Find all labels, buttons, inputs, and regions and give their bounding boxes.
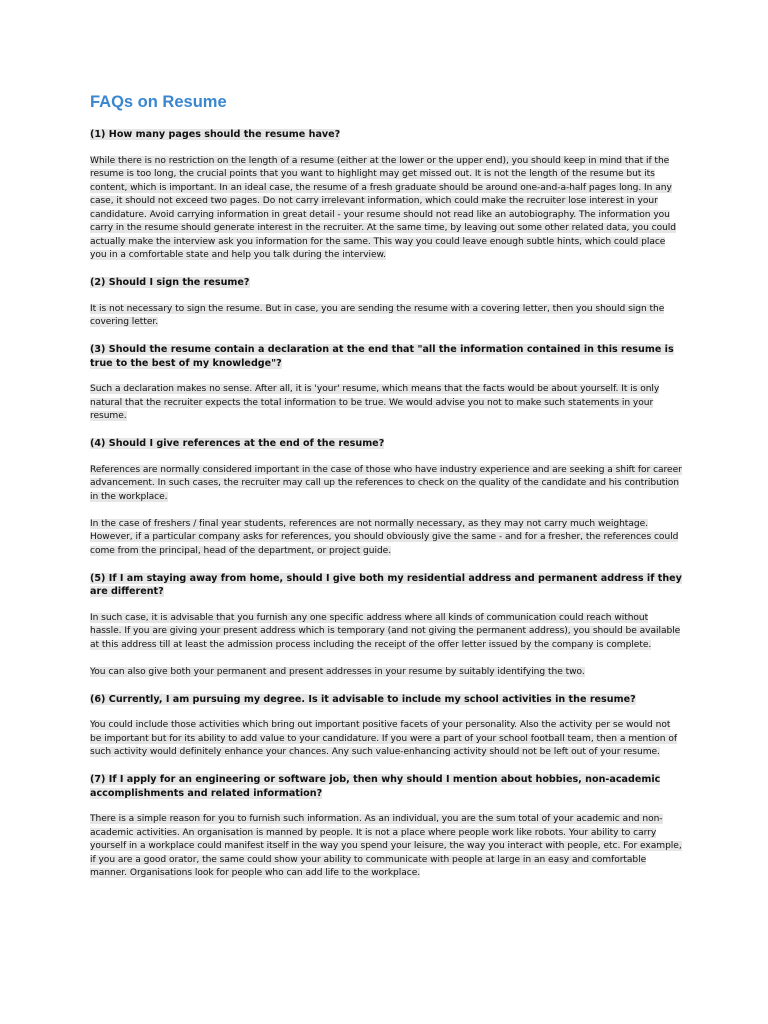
answer-text: References are normally considered important in the case of those who have industry experience and are seeking a shift for career advancement. In such cases, the recruiter may call up the references to check on the quality of the candidate and his contribution in the workplace.: [90, 464, 682, 502]
answer-text: In the case of freshers / final year students, references are not normally necessary, as they may not carry much weightage. However, if a particular company asks for references, you should obviously give the same - and for a fresher, the references could come from the principal, head of the department, or project guide.: [90, 518, 679, 556]
question-text: (6) Currently, I am pursuing my degree. Is it advisable to include my school activities in the resume?: [90, 693, 636, 705]
faq-answer-5b: [90, 666, 682, 680]
question-text: (1) How many pages should the resume have?: [90, 129, 341, 140]
faq-question-1: [90, 128, 682, 142]
answer-text: It is not necessary to sign the resume. But in case, you are sending the resume with a covering letter, then you should sign the covering letter.: [90, 303, 665, 327]
page-title: FAQs on Resume: [90, 93, 227, 111]
question-text: (7) If I apply for an engineering or software job, then why should I mention about hobbies, non-academic accomplishments and related information?: [90, 774, 661, 799]
faq-answer-2: [90, 303, 682, 330]
answer-text: You can also give both your permanent and present addresses in your resume by suitably identifying the two.: [90, 666, 585, 677]
faq-answer-1: [90, 155, 682, 263]
answer-text: While there is no restriction on the length of a resume (either at the lower or the upper end), you should keep in mind that if the resume is too long, the crucial points that you want to highlight may get missed out. It is not the length of the resume but its content, which is important. In an ideal case, the resume of a fresh graduate should be around one-and-a-half pages long. In any case, it should not exceed two pages. Do not carry irrelevant information, which could make the recruiter lose interest in your candidature. Avoid carrying information in great detail - your resume should not read like an autobiography. The information you carry in the resume should generate interest in the recruiter. At the same time, by leaving out some other related data, you could actually make the interview ask you information for the same. This way you could leave enough subtle hints, which could place you in a comfortable state and help you talk during the interview.: [90, 155, 677, 260]
question-text: (5) If I am staying away from home, should I give both my residential address and permanent address if they are different?: [90, 572, 682, 597]
question-text: (3) Should the resume contain a declaration at the end that "all the information contained in this resume is true to the best of my knowledge"?: [90, 344, 674, 369]
faq-question-5: [90, 572, 682, 599]
document-page: [90, 92, 682, 894]
faq-answer-6: [90, 719, 682, 760]
faq-answer-4a: [90, 464, 682, 505]
question-text: (2) Should I sign the resume?: [90, 277, 250, 288]
faq-question-2: [90, 276, 682, 290]
faq-answer-7: [90, 813, 682, 881]
question-text: (4) Should I give references at the end of the resume?: [90, 438, 385, 449]
faq-question-4: [90, 437, 682, 451]
answer-text: You could include those activities which bring out important positive facets of your personality. Also the activity per se would not be important but for its ability to add value to your candidature. If you were a part of your school football team, then a mention of such activity would definitely enhance your chances. Any such value-enhancing activity should not be left out of your resume.: [90, 720, 677, 757]
answer-text: Such a declaration makes no sense. After all, it is 'your' resume, which means that the facts would be about yourself. It is only natural that the recruiter expects the total information to be true. We would advise you not to make such statements in your resume.: [90, 384, 660, 421]
answer-text: There is a simple reason for you to furnish such information. As an individual, you are the sum total of your academic and non-academic activities. An organisation is manned by people. It is not a place where people work like robots. Your ability to carry yourself in a workplace could manifest itself in the way you spend your leisure, the way you interact with people, etc. For example, if you are a good orator, the same could show your ability to communicate with people at large in an easy and comfortable manner. Organisations look for people who can add life to the workplace.: [90, 814, 682, 878]
faq-question-7: [90, 773, 682, 800]
faq-answer-3: [90, 383, 682, 424]
faq-answer-5a: [90, 612, 682, 653]
faq-question-6: [90, 693, 682, 707]
faq-answer-4b: [90, 518, 682, 559]
faq-question-3: [90, 343, 682, 370]
answer-text: In such case, it is advisable that you furnish any one specific address where all kinds of communication could reach without hassle. If you are giving your present address which is temporary (and not giving the permanent address), you should be available at this address till at least the admission process including the receipt of the offer letter issued by the company is complete.: [90, 612, 681, 650]
